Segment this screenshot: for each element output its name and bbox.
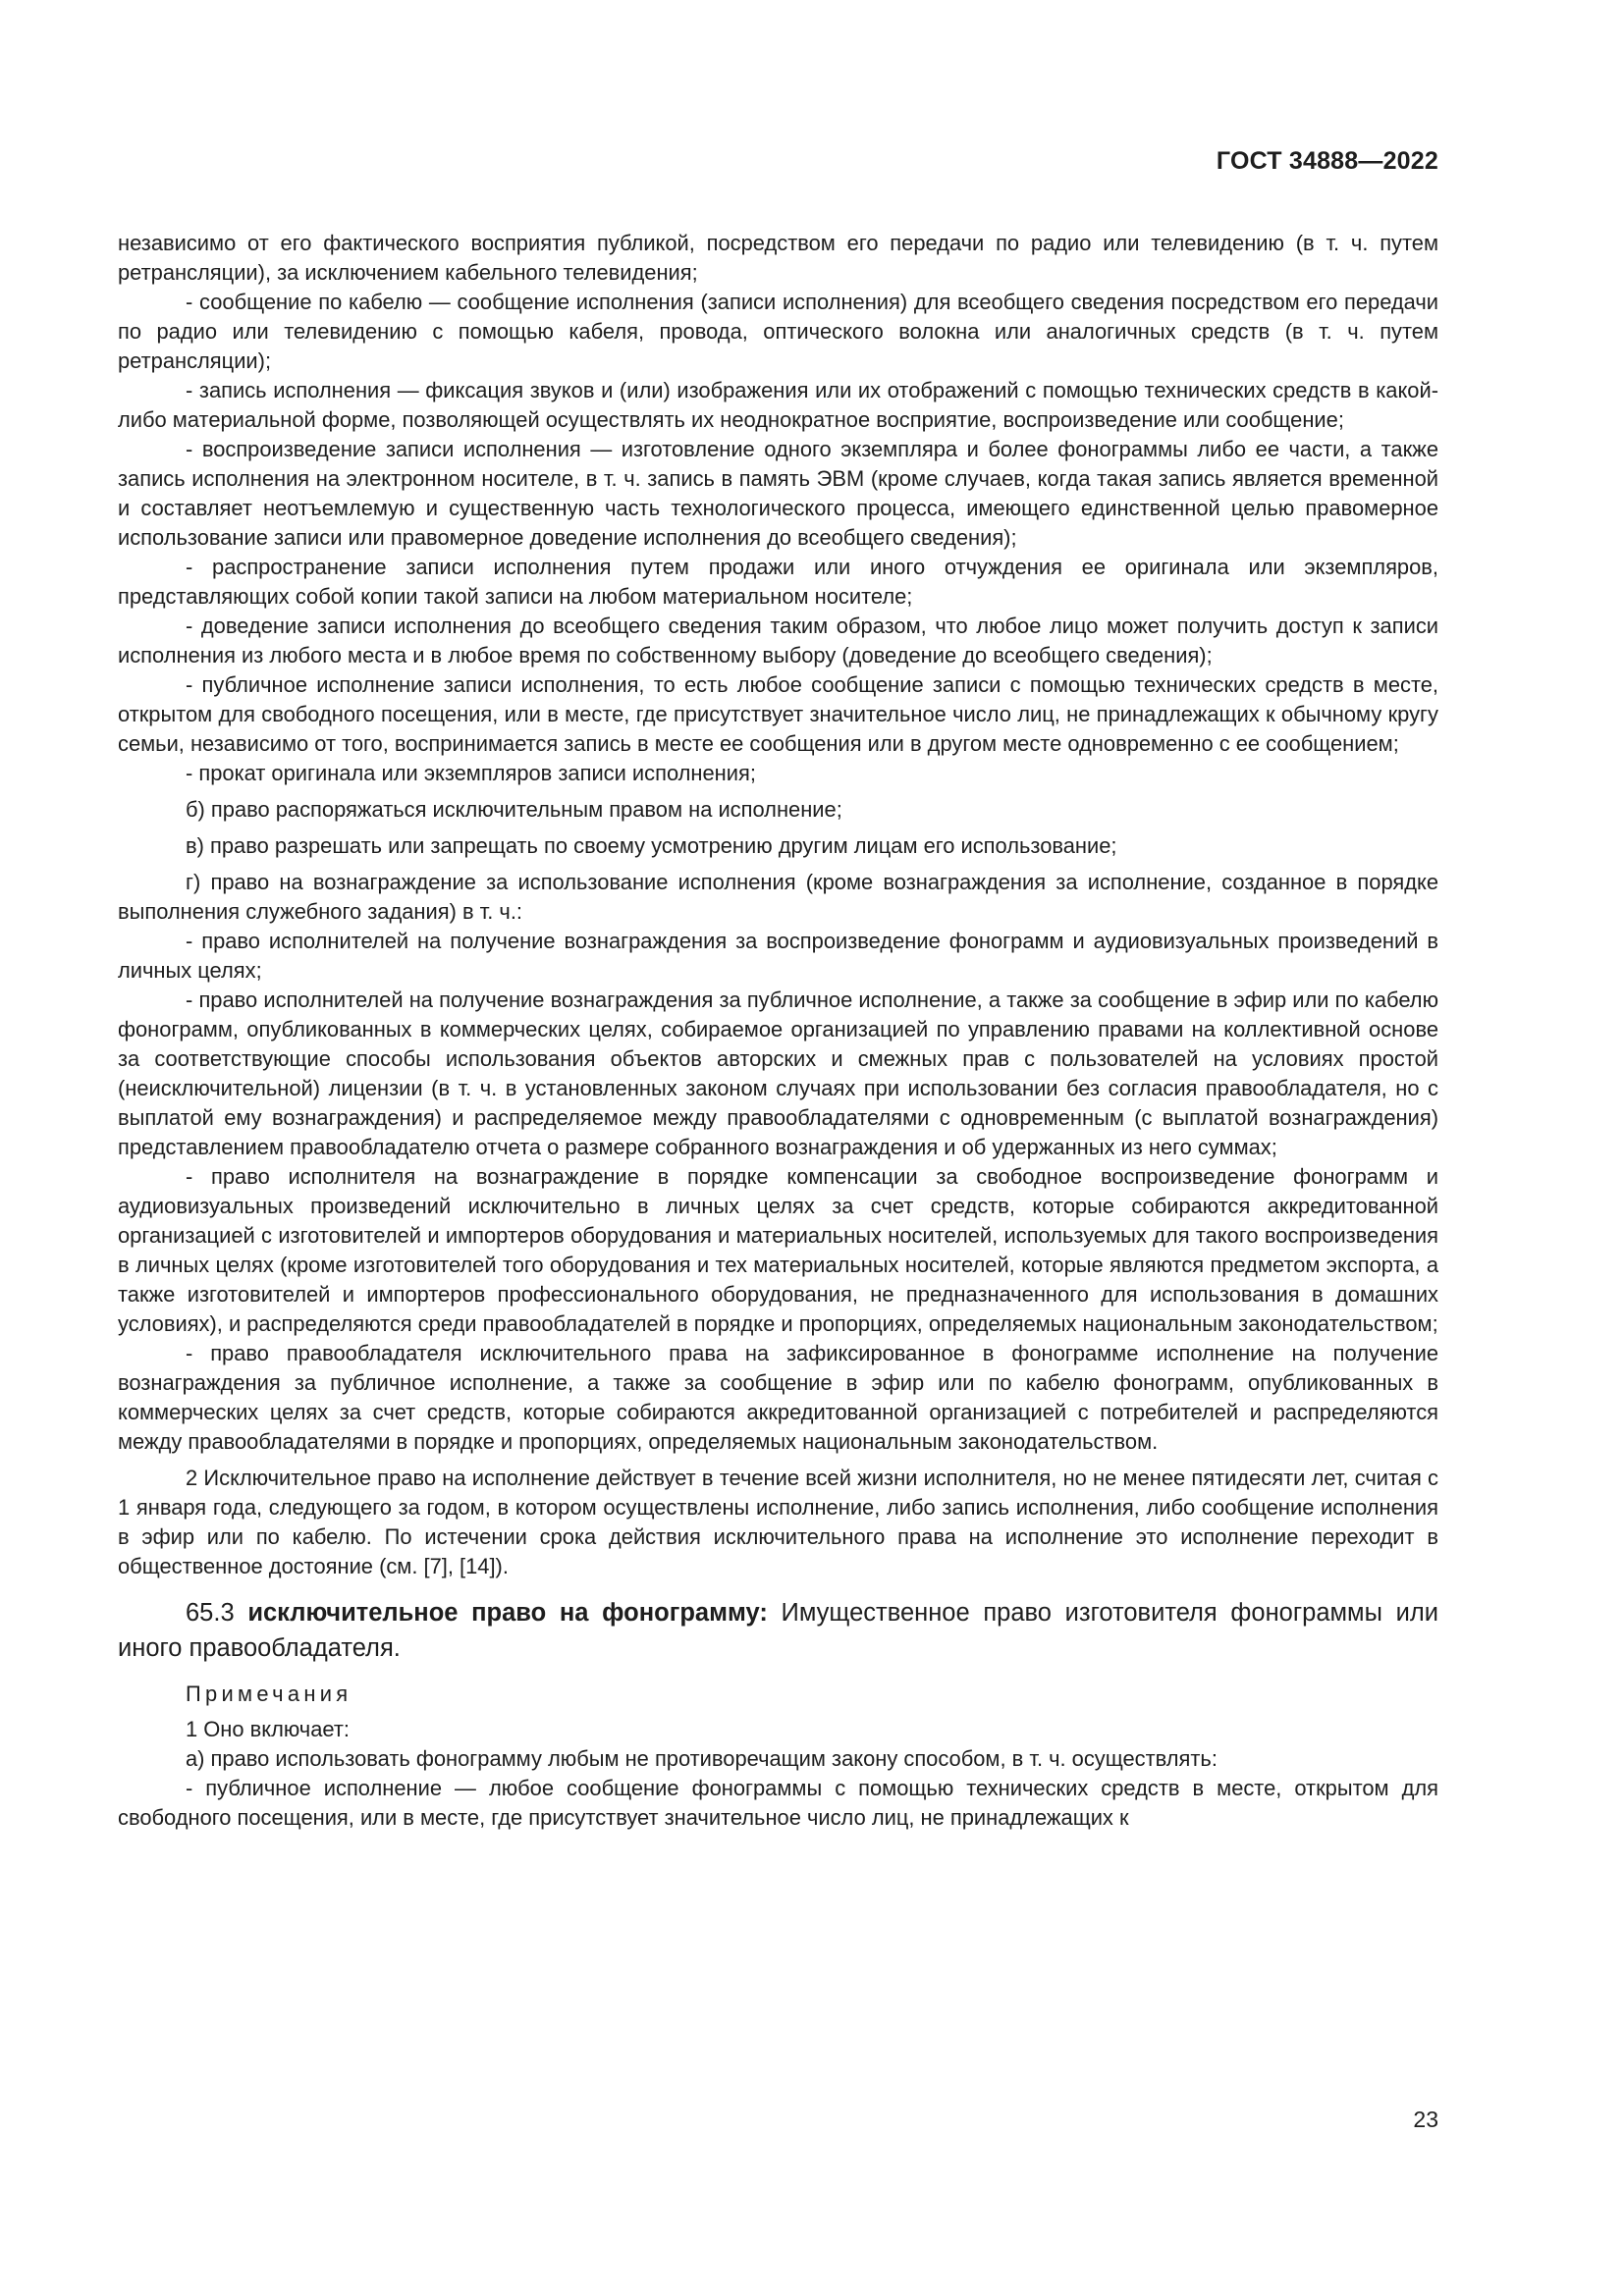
list-item: - доведение записи исполнения до всеобщего сведения таким образом, что любое лицо может получить доступ к записи исполнения из любого места и в любое время по собственному выбору (доведение до всеобщего сведения);: [118, 614, 1438, 667]
term-number: 65.3: [186, 1599, 235, 1627]
term-title: исключительное право на фонограмму:: [247, 1599, 768, 1627]
list-item: г) право на вознаграждение за использование исполнения (кроме вознаграждения за исполнение, созданное в порядке выполнения служебного задания) в т. ч.:: [118, 870, 1438, 924]
list-item: - право правообладателя исключительного права на зафиксированное в фонограмме исполнение на получение вознаграждения за публичное исполнение, а также за сообщение в эфир или по кабелю фонограмм, опубликованных в коммерческих целях за счет средств, которые собираются аккредитованной организацией с потребителей и распределяются между правообладателями в порядке и пропорциях, определяемых национальным законодательством.: [118, 1341, 1438, 1454]
list-item: - воспроизведение записи исполнения — изготовление одного экземпляра и более фонограммы либо ее части, а также запись исполнения на электронном носителе, в т. ч. запись в память ЭВМ (кроме случаев, когда такая запись является временной и составляет неотъемлемую и существенную часть технологического процесса, имеющего единственной целью правомерное использование записи или правомерное доведение исполнения до всеобщего сведения);: [118, 437, 1438, 550]
list-item: - право исполнителя на вознаграждение в порядке компенсации за свободное воспроизведение фонограмм и аудиовизуальных произведений исключительно в личных целях за счет средств, которые собираются аккредитованной организацией с изготовителей и импортеров оборудования и материальных носителей, используемых для такого воспроизведения в личных целях (кроме изготовителей того оборудования и тех материальных носителей, которые являются предметом экспорта, а также изготовителей и импортеров профессионального оборудования, не предназначенного для использования в домашних условиях), и распределяются среди правообладателей в порядке и пропорциях, определяемых национальным законодательством;: [118, 1164, 1438, 1336]
term-definition: [118, 1595, 1438, 1666]
list-item: - публичное исполнение записи исполнения, то есть любое сообщение записи с помощью технических средств в месте, открытом для свободного посещения, или в месте, где присутствует значительное число лиц, не принадлежащих к обычному кругу семьи, независимо от того, воспринимается запись в месте ее сообщения или в другом месте одновременно с ее сообщением;: [118, 672, 1438, 756]
note-item: 1 Оно включает:: [186, 1717, 350, 1741]
notes-heading: Примечания: [186, 1682, 352, 1706]
note-item: а) право использовать фонограмму любым не противоречащим закону способом, в т. ч. осуществлять:: [186, 1746, 1218, 1771]
paragraph: независимо от его фактического восприятия публикой, посредством его передачи по радио или телевидению (в т. ч. путем ретрансляции), за исключением кабельного телевидения;: [118, 231, 1438, 285]
paragraph: 2 Исключительное право на исполнение действует в течение всей жизни исполнителя, но не менее пятидесяти лет, считая с 1 января года, следующего за годом, в котором осуществлены исполнение, либо запись исполнения, либо сообщение исполнения в эфир или по кабелю. По истечении срока действия исключительного права на исполнение это исполнение переходит в общественное достояние (см. [7], [14]).: [118, 1466, 1438, 1578]
page-number: 23: [1413, 2107, 1438, 2132]
list-item: - прокат оригинала или экземпляров записи исполнения;: [186, 761, 756, 785]
list-item: - право исполнителей на получение вознаграждения за воспроизведение фонограмм и аудиовизуальных произведений в личных целях;: [118, 929, 1438, 983]
list-item: б) право распоряжаться исключительным правом на исполнение;: [186, 797, 842, 822]
list-item: - распространение записи исполнения путем продажи или иного отчуждения ее оригинала или экземпляров, представляющих собой копии такой записи на любом материальном носителе;: [118, 555, 1438, 609]
list-item: в) право разрешать или запрещать по своему усмотрению другим лицам его использование;: [186, 833, 1117, 858]
list-item: - запись исполнения — фиксация звуков и (или) изображения или их отображений с помощью технических средств в какой-либо материальной форме, позволяющей осуществлять их неоднократное восприятие, воспроизведение или сообщение;: [118, 378, 1438, 432]
document-body: [118, 229, 1438, 1833]
term-text: Имущественное право изготовителя фонограммы или иного правообладателя.: [118, 1599, 1438, 1662]
list-item: - право исполнителей на получение вознаграждения за публичное исполнение, а также за сообщение в эфир или по кабелю фонограмм, опубликованных в коммерческих целях, собираемое организацией по управлению правами на коллективной основе за соответствующие способы использования объектов авторских и смежных прав с пользователей на условиях простой (неисключительной) лицензии (в т. ч. в установленных законом случаях при использовании без согласия правообладателя, но с выплатой ему вознаграждения) и распределяемое между правообладателями с одновременным (с выплатой вознаграждения) представлением правообладателю отчета о размере собранного вознаграждения и об удержанных из него суммах;: [118, 988, 1438, 1159]
note-item: - публичное исполнение — любое сообщение фонограммы с помощью технических средств в месте, открытом для свободного посещения, или в месте, где присутствует значительное число лиц, не принадлежащих к: [118, 1776, 1438, 1830]
list-item: - сообщение по кабелю — сообщение исполнения (записи исполнения) для всеобщего сведения посредством его передачи по радио или телевидению с помощью кабеля, провода, оптического волокна или аналогичных средств (в т. ч. путем ретрансляции);: [118, 290, 1438, 373]
document-header: ГОСТ 34888—2022: [1216, 147, 1438, 175]
